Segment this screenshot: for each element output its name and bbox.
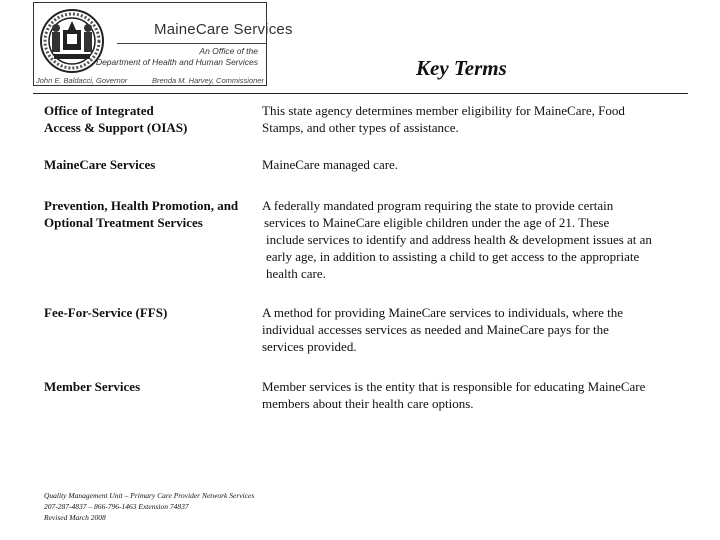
definition-line: services to MaineCare eligible children under the age of 21. These — [264, 215, 610, 230]
term-line: Office of Integrated — [44, 103, 154, 118]
term-line: Fee-For-Service (FFS) — [44, 305, 168, 320]
term-label — [44, 304, 259, 321]
org-subtitle-line: Department of Health and Human Services — [95, 57, 258, 67]
header-divider — [117, 43, 267, 44]
org-subtitle-line: An Office of the — [199, 46, 258, 56]
title-rule — [33, 93, 688, 94]
term-line: Member Services — [44, 379, 141, 394]
definition-line: include services to identify and address health & development issues at an — [266, 232, 652, 247]
term-line: Prevention, Health Promotion, and — [44, 198, 239, 213]
term-label — [44, 102, 259, 136]
term-line: Access & Support (OIAS) — [44, 120, 188, 135]
term-definition — [262, 378, 687, 412]
term-label — [44, 197, 259, 231]
term-definition — [262, 197, 687, 282]
org-name: MaineCare Services — [154, 21, 293, 38]
term-definition — [262, 102, 687, 136]
governor-name: John E. Baldacci, Governor — [36, 76, 128, 85]
page-footer — [44, 490, 254, 523]
term-line: Optional Treatment Services — [44, 215, 203, 230]
footer-line: 207-287-4837 – 866-796-1463 Extension 74837 — [44, 502, 189, 511]
definition-line: A federally mandated program requiring the state to provide certain — [262, 198, 614, 213]
definition-line: early age, in addition to assisting a child to get access to the appropriate — [266, 249, 640, 264]
header-logo-box — [33, 2, 293, 86]
commissioner-name: Brenda M. Harvey, Commissioner — [152, 76, 264, 85]
definition-line: Member services is the entity that is responsible for educating MaineCare — [262, 379, 646, 394]
term-label — [44, 156, 259, 173]
term-line: MaineCare Services — [44, 157, 156, 172]
definition-line: individual accesses services as needed and MaineCare pays for the — [262, 322, 609, 337]
org-subtitle — [96, 46, 258, 68]
definition-line: health care. — [266, 266, 326, 281]
footer-line: Revised March 2008 — [44, 513, 106, 522]
term-label — [44, 378, 259, 395]
page-title: Key Terms — [416, 56, 507, 80]
term-definition — [262, 304, 687, 355]
term-definition — [262, 156, 687, 173]
footer-line: Quality Management Unit – Primary Care Provider Network Services — [44, 491, 255, 500]
definition-line: A method for providing MaineCare services to individuals, where the — [262, 305, 624, 320]
definition-line: Stamps, and other types of assistance. — [262, 120, 459, 135]
definition-line: This state agency determines member eligibility for MaineCare, Food — [262, 103, 625, 118]
definition-line: MaineCare managed care. — [262, 157, 399, 172]
definition-line: members about their health care options. — [262, 396, 474, 411]
definition-line: services provided. — [262, 339, 357, 354]
